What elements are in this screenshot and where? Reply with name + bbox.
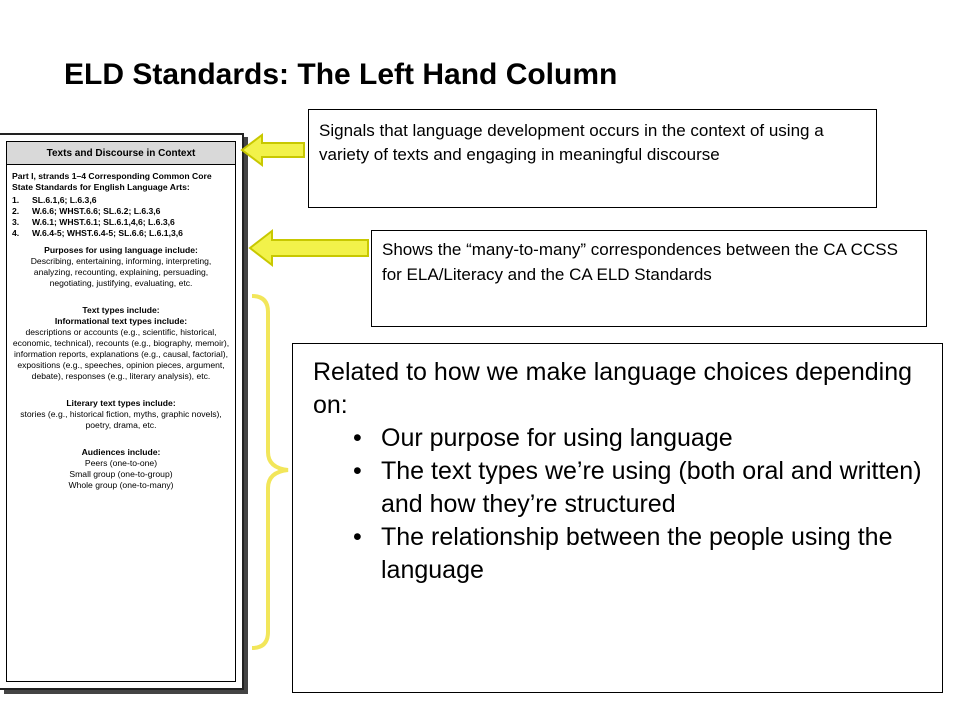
- literary-heading: Literary text types include:: [66, 398, 176, 408]
- purposes-body: Describing, entertaining, informing, interpreting, analyzing, recounting, explaining, persuading, negotiating, justifying, evaluating, etc.: [30, 256, 212, 288]
- standard-item: 4. W.6.4-5; WHST.6.4-5; SL.6.6; L.6.1,3,6: [12, 228, 183, 238]
- literary-body: stories (e.g., historical fiction, myths, graphic novels), poetry, drama, etc.: [20, 409, 222, 430]
- eld-column-image: [0, 133, 244, 690]
- callout-texts-discourse: [308, 109, 877, 208]
- bullet-item: • The relationship between the people using the language: [381, 521, 922, 587]
- column-body: [6, 165, 236, 682]
- bullet-item: • Our purpose for using language: [381, 422, 922, 455]
- audience-item: Peers (one-to-one): [84, 458, 158, 468]
- audiences-heading: Audiences include:: [81, 447, 161, 457]
- purposes-heading: Purposes for using language include:: [44, 245, 198, 255]
- part-title: Part I, strands 1–4 Corresponding Common Core State Standards for English Language Arts:: [12, 171, 212, 192]
- standards-list: [12, 195, 230, 239]
- informational-heading: Informational text types include:: [54, 316, 188, 326]
- callout-text: Shows the “many-to-many” correspondences between the CA CCSS for ELA/Literacy and the CA ELD Standards: [382, 240, 898, 284]
- standard-item: 2. W.6.6; WHST.6.6; SL.6.2; L.6.3,6: [12, 206, 161, 216]
- callout-intro: Related to how we make language choices depending on:: [313, 358, 913, 419]
- bullet-item: • The text types we’re using (both oral and written) and how they’re structured: [381, 455, 922, 521]
- audience-item: Small group (one-to-group): [69, 469, 173, 479]
- informational-body: descriptions or accounts (e.g., scientific, historical, economic, technical), recounts (e.g., biography, memoir), information reports, explanations (e.g., causal, factorial), expositions (e.g., speeches, opinion pieces, argument, debate), responses (e.g., literary analysis), etc.: [12, 327, 230, 381]
- text-types-heading: Text types include:: [82, 305, 160, 315]
- arrow-left-icon: [248, 228, 370, 268]
- slide-title: ELD Standards: The Left Hand Column: [64, 58, 618, 91]
- audience-item: Whole group (one-to-many): [68, 480, 174, 490]
- standard-item: 3. W.6.1; WHST.6.1; SL.6.1,4,6; L.6.3,6: [12, 217, 175, 227]
- column-header: Texts and Discourse in Context: [6, 141, 236, 165]
- arrow-left-icon: [240, 132, 306, 168]
- standard-item: 1. SL.6.1,6; L.6.3,6: [12, 195, 97, 205]
- bullet-list: [313, 422, 922, 587]
- callout-language-choices: [292, 343, 943, 693]
- right-brace-icon: [248, 292, 292, 652]
- callout-text: Signals that language development occurs in the context of using a variety of texts and engaging in meaningful discourse: [319, 121, 824, 164]
- callout-correspondences: [371, 230, 927, 327]
